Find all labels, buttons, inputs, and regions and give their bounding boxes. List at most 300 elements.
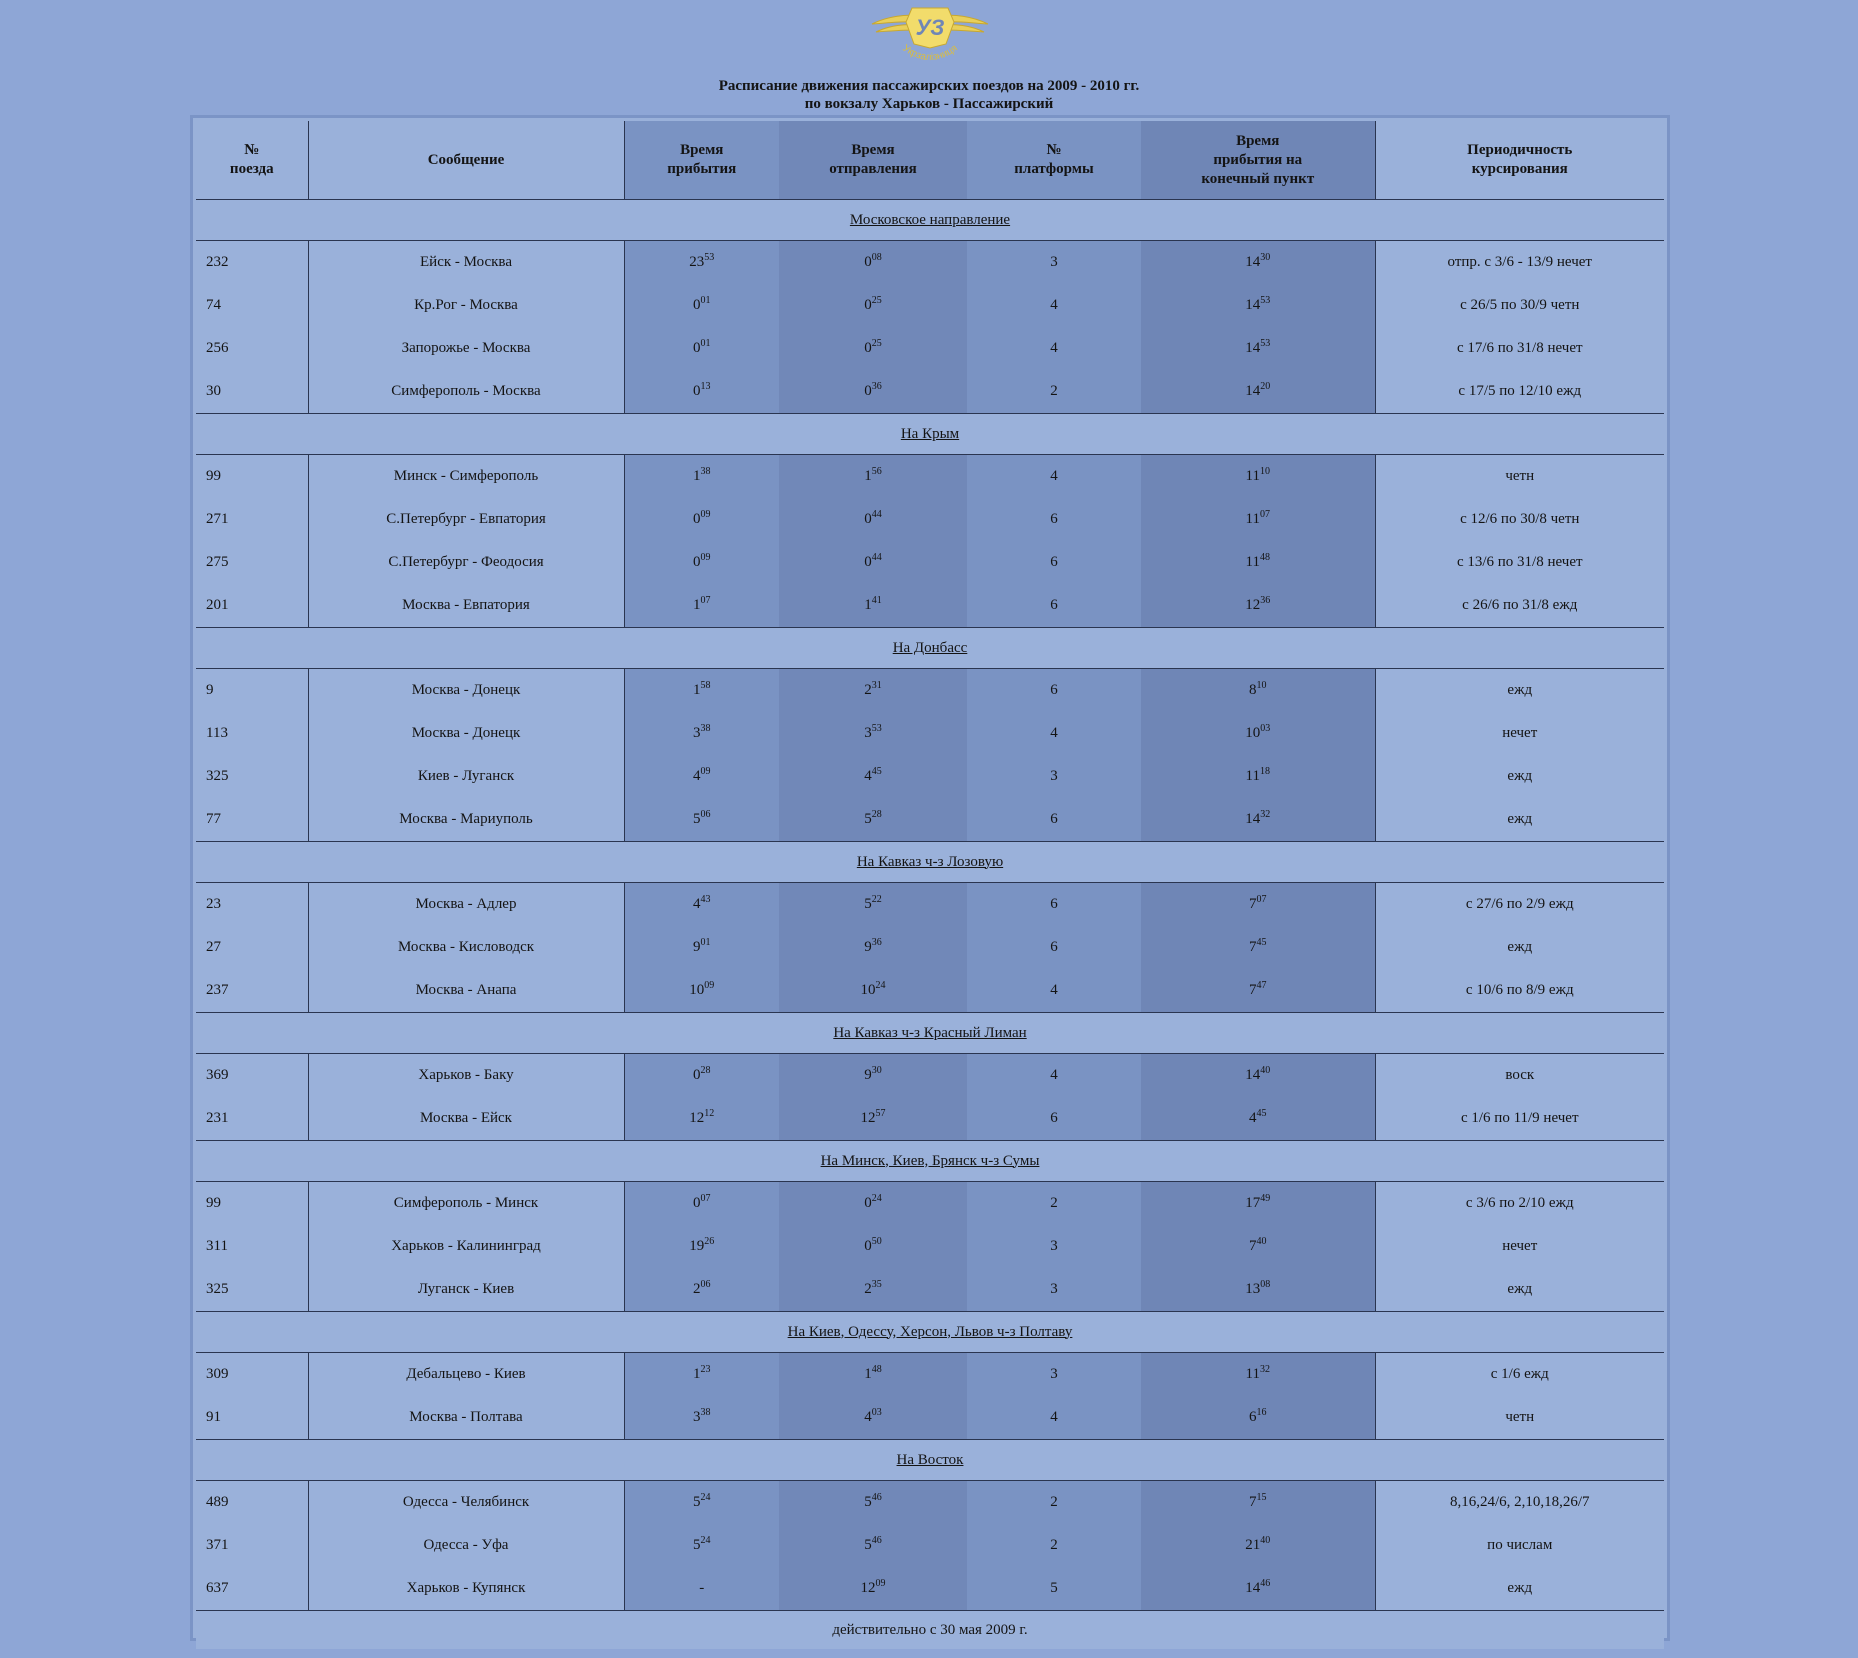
time-minutes: 40: [1256, 1236, 1267, 1247]
route-cell: Одесса - Уфа: [308, 1524, 624, 1567]
time-minutes: 01: [700, 295, 711, 306]
time-hours: 0: [864, 1238, 872, 1254]
route-cell: Луганск - Киев: [308, 1268, 624, 1312]
departure-time-cell: [779, 1097, 967, 1141]
train-row: [196, 498, 1664, 541]
train-number-cell: 271: [196, 498, 308, 541]
time-hours: 10: [860, 982, 876, 998]
train-row: [196, 541, 1664, 584]
time-hours: 0: [693, 383, 701, 399]
section-header-row: [196, 1141, 1664, 1182]
uz-logo: [868, 2, 992, 76]
time-minutes: 45: [871, 766, 882, 777]
route-cell: Симферополь - Москва: [308, 370, 624, 414]
platform-cell: 6: [967, 541, 1141, 584]
time-hours: 0: [693, 1067, 701, 1083]
train-row: [196, 1353, 1664, 1397]
time-hours: 1: [864, 468, 872, 484]
departure-time-cell: [779, 498, 967, 541]
platform-cell: 2: [967, 1524, 1141, 1567]
departure-time-cell: [779, 284, 967, 327]
train-row: [196, 1481, 1664, 1525]
time-minutes: 32: [1259, 1364, 1270, 1375]
time-minutes: 32: [1260, 809, 1271, 820]
platform-cell: 2: [967, 370, 1141, 414]
final-arrival-cell: [1141, 712, 1375, 755]
time-hours: 5: [693, 1494, 701, 1510]
time-minutes: 48: [1259, 552, 1270, 563]
train-number-cell: 369: [196, 1054, 308, 1098]
time-minutes: 09: [700, 509, 711, 520]
time-hours: 13: [1245, 1281, 1261, 1297]
time-hours: 12: [860, 1110, 876, 1126]
train-number-cell: 232: [196, 241, 308, 285]
route-cell: Минск - Симферополь: [308, 455, 624, 499]
time-hours: 0: [864, 297, 872, 313]
schedule-table: [196, 121, 1664, 1649]
time-hours: 12: [689, 1110, 705, 1126]
time-minutes: 15: [1256, 1492, 1267, 1503]
time-minutes: 07: [700, 595, 711, 606]
time-minutes: 10: [1259, 466, 1270, 477]
time-minutes: 38: [700, 466, 711, 477]
arrival-time-cell: [624, 1182, 779, 1226]
departure-time-cell: [779, 1524, 967, 1567]
train-number-cell: 113: [196, 712, 308, 755]
train-row: [196, 241, 1664, 285]
train-number-cell: 311: [196, 1225, 308, 1268]
time-minutes: 01: [700, 338, 711, 349]
time-minutes: 40: [1260, 1535, 1271, 1546]
train-row: [196, 1268, 1664, 1312]
route-cell: Дебальцево - Киев: [308, 1353, 624, 1397]
periodicity-cell: ежд: [1375, 755, 1664, 798]
section-header: [196, 1440, 1664, 1481]
time-hours: 14: [1245, 383, 1261, 399]
platform-cell: 6: [967, 1097, 1141, 1141]
platform-cell: 4: [967, 327, 1141, 370]
time-hours: 11: [1245, 554, 1260, 570]
header-text: Время: [851, 142, 895, 158]
periodicity-cell: с 1/6 ежд: [1375, 1353, 1664, 1397]
departure-time-cell: [779, 755, 967, 798]
section-header-row: [196, 200, 1664, 241]
train-row: [196, 584, 1664, 628]
section-header-row: [196, 1013, 1664, 1054]
route-cell: Кр.Рог - Москва: [308, 284, 624, 327]
time-hours: 12: [860, 1580, 876, 1596]
periodicity-cell: с 1/6 по 11/9 нечет: [1375, 1097, 1664, 1141]
periodicity-cell: нечет: [1375, 712, 1664, 755]
final-arrival-cell: [1141, 1225, 1375, 1268]
time-hours: 14: [1245, 1067, 1261, 1083]
arrival-time-cell: [624, 969, 779, 1013]
final-arrival-cell: [1141, 1481, 1375, 1525]
time-minutes: 10: [1256, 680, 1267, 691]
time-hours: 11: [1245, 468, 1260, 484]
time-hours: 7: [1249, 1494, 1257, 1510]
header-route: [308, 121, 624, 200]
departure-time-cell: [779, 712, 967, 755]
header-text: прибытия на: [1213, 151, 1303, 168]
platform-cell: 2: [967, 1481, 1141, 1525]
section-header-row: [196, 842, 1664, 883]
train-number-cell: 9: [196, 669, 308, 713]
time-hours: 14: [1245, 340, 1261, 356]
final-arrival-cell: [1141, 541, 1375, 584]
time-minutes: 48: [871, 1364, 882, 1375]
header-text: Сообщение: [427, 151, 505, 168]
time-hours: 11: [1245, 1366, 1260, 1382]
time-hours: 4: [693, 768, 701, 784]
time-hours: 0: [693, 554, 701, 570]
time-hours: 10: [1245, 725, 1261, 741]
time-hours: 2: [864, 682, 872, 698]
time-minutes: 03: [1260, 723, 1271, 734]
train-row: [196, 798, 1664, 842]
periodicity-cell: с 3/6 по 2/10 ежд: [1375, 1182, 1664, 1226]
arrival-time-cell: [624, 1268, 779, 1312]
time-minutes: 07: [1256, 894, 1267, 905]
time-minutes: 47: [1256, 980, 1267, 991]
time-minutes: 20: [1260, 381, 1271, 392]
platform-cell: 4: [967, 969, 1141, 1013]
time-minutes: 25: [871, 295, 882, 306]
time-hours: 5: [864, 811, 872, 827]
time-hours: 2: [693, 1281, 701, 1297]
header-text: Время: [680, 142, 724, 158]
time-minutes: 28: [700, 1065, 711, 1076]
header-text: отправления: [829, 161, 917, 177]
final-arrival-cell: [1141, 798, 1375, 842]
section-title: На Кавказ ч-з Лозовую: [856, 853, 1004, 870]
header-text: №: [244, 142, 260, 158]
time-minutes: 56: [871, 466, 882, 477]
time-hours: 4: [864, 768, 872, 784]
train-row: [196, 883, 1664, 927]
time-minutes: 36: [871, 937, 882, 948]
header-arrival-time: [624, 121, 779, 200]
route-cell: Москва - Анапа: [308, 969, 624, 1013]
route-cell: Москва - Кисловодск: [308, 926, 624, 969]
platform-cell: 3: [967, 1353, 1141, 1397]
periodicity-cell: с 12/6 по 30/8 четн: [1375, 498, 1664, 541]
time-hours: 4: [1249, 1110, 1257, 1126]
section-title: На Донбасс: [892, 639, 968, 656]
train-row: [196, 327, 1664, 370]
arrival-time-cell: [624, 1567, 779, 1611]
train-number-cell: 237: [196, 969, 308, 1013]
periodicity-cell: отпр. с 3/6 - 13/9 нечет: [1375, 241, 1664, 285]
arrival-time-cell: [624, 883, 779, 927]
route-cell: Харьков - Баку: [308, 1054, 624, 1098]
platform-cell: 3: [967, 1268, 1141, 1312]
periodicity-cell: с 13/6 по 31/8 нечет: [1375, 541, 1664, 584]
time-minutes: 46: [1260, 1578, 1271, 1589]
train-number-cell: 99: [196, 455, 308, 499]
time-hours: 14: [1245, 811, 1261, 827]
platform-cell: 6: [967, 669, 1141, 713]
time-hours: 7: [1249, 896, 1257, 912]
route-cell: Москва - Донецк: [308, 712, 624, 755]
time-hours: 7: [1249, 939, 1257, 955]
departure-time-cell: [779, 584, 967, 628]
final-arrival-cell: [1141, 1353, 1375, 1397]
time-hours: 17: [1245, 1195, 1261, 1211]
final-arrival-cell: [1141, 883, 1375, 927]
route-cell: Одесса - Челябинск: [308, 1481, 624, 1525]
final-arrival-cell: [1141, 1524, 1375, 1567]
header-train-number: [196, 121, 308, 200]
route-cell: Москва - Ейск: [308, 1097, 624, 1141]
time-minutes: 38: [700, 723, 711, 734]
time-hours: 23: [689, 254, 705, 270]
train-number-cell: 23: [196, 883, 308, 927]
periodicity-cell: по числам: [1375, 1524, 1664, 1567]
logo-mark: УЗ: [915, 15, 945, 40]
section-header: [196, 200, 1664, 241]
periodicity-cell: воск: [1375, 1054, 1664, 1098]
logo-caption: Укрзалізниця: [900, 42, 960, 64]
train-number-cell: 201: [196, 584, 308, 628]
train-number-cell: 99: [196, 1182, 308, 1226]
time-minutes: 13: [700, 381, 711, 392]
header-text: поезда: [229, 161, 274, 177]
time-minutes: 53: [1260, 338, 1271, 349]
periodicity-cell: с 17/6 по 31/8 нечет: [1375, 327, 1664, 370]
time-hours: 14: [1245, 297, 1261, 313]
section-header: [196, 1141, 1664, 1182]
time-minutes: 07: [700, 1193, 711, 1204]
train-number-cell: 91: [196, 1396, 308, 1440]
platform-cell: 6: [967, 883, 1141, 927]
train-row: [196, 969, 1664, 1013]
final-arrival-cell: [1141, 370, 1375, 414]
header-text: Время: [1236, 132, 1280, 149]
final-arrival-cell: [1141, 241, 1375, 285]
time-minutes: 26: [704, 1236, 715, 1247]
route-cell: Харьков - Купянск: [308, 1567, 624, 1611]
time-hours: -: [699, 1580, 705, 1596]
time-minutes: 28: [871, 809, 882, 820]
final-arrival-cell: [1141, 926, 1375, 969]
platform-cell: 4: [967, 712, 1141, 755]
departure-time-cell: [779, 541, 967, 584]
time-hours: 8: [1249, 682, 1257, 698]
section-header-row: [196, 1440, 1664, 1481]
arrival-time-cell: [624, 1097, 779, 1141]
train-row: [196, 926, 1664, 969]
time-hours: 3: [693, 1409, 701, 1425]
section-title: На Кавказ ч-з Красный Лиман: [833, 1024, 1027, 1041]
time-minutes: 18: [1259, 766, 1270, 777]
departure-time-cell: [779, 327, 967, 370]
departure-time-cell: [779, 1396, 967, 1440]
platform-cell: 3: [967, 755, 1141, 798]
section-header-row: [196, 1312, 1664, 1353]
header-final-arrival: [1141, 121, 1375, 200]
time-hours: 0: [864, 383, 872, 399]
final-arrival-cell: [1141, 284, 1375, 327]
departure-time-cell: [779, 669, 967, 713]
section-title: На Минск, Киев, Брянск ч-з Сумы: [820, 1152, 1040, 1169]
time-minutes: 30: [871, 1065, 882, 1076]
time-hours: 0: [864, 254, 872, 270]
time-minutes: 36: [1260, 595, 1271, 606]
periodicity-cell: с 10/6 по 8/9 ежд: [1375, 969, 1664, 1013]
train-number-cell: 256: [196, 327, 308, 370]
time-hours: 0: [864, 340, 872, 356]
time-hours: 21: [1245, 1537, 1261, 1553]
periodicity-cell: четн: [1375, 455, 1664, 499]
train-row: [196, 1396, 1664, 1440]
final-arrival-cell: [1141, 669, 1375, 713]
train-number-cell: 309: [196, 1353, 308, 1397]
arrival-time-cell: [624, 284, 779, 327]
time-hours: 5: [864, 1537, 872, 1553]
arrival-time-cell: [624, 498, 779, 541]
time-minutes: 41: [871, 595, 882, 606]
time-hours: 0: [693, 511, 701, 527]
time-hours: 2: [864, 1281, 872, 1297]
time-minutes: 53: [1260, 295, 1271, 306]
time-hours: 11: [1245, 511, 1260, 527]
route-cell: Киев - Луганск: [308, 755, 624, 798]
time-hours: 1: [693, 468, 701, 484]
time-hours: 14: [1245, 1580, 1261, 1596]
time-minutes: 40: [1260, 1065, 1271, 1076]
time-minutes: 24: [875, 980, 886, 991]
final-arrival-cell: [1141, 584, 1375, 628]
time-hours: 10: [689, 982, 705, 998]
route-cell: Запорожье - Москва: [308, 327, 624, 370]
train-number-cell: 30: [196, 370, 308, 414]
section-header: [196, 628, 1664, 669]
time-hours: 5: [693, 811, 701, 827]
time-minutes: 50: [871, 1236, 882, 1247]
arrival-time-cell: [624, 1524, 779, 1567]
platform-cell: 6: [967, 798, 1141, 842]
time-minutes: 44: [871, 552, 882, 563]
time-hours: 3: [864, 725, 872, 741]
train-number-cell: 77: [196, 798, 308, 842]
time-minutes: 07: [1259, 509, 1270, 520]
section-header: [196, 842, 1664, 883]
periodicity-cell: нечет: [1375, 1225, 1664, 1268]
time-minutes: 49: [1260, 1193, 1271, 1204]
time-hours: 12: [1245, 597, 1261, 613]
departure-time-cell: [779, 370, 967, 414]
header-text: курсирования: [1471, 161, 1568, 177]
periodicity-cell: с 27/6 по 2/9 ежд: [1375, 883, 1664, 927]
time-hours: 5: [693, 1537, 701, 1553]
time-hours: 5: [864, 1494, 872, 1510]
time-hours: 7: [1249, 1238, 1257, 1254]
arrival-time-cell: [624, 370, 779, 414]
route-cell: Симферополь - Минск: [308, 1182, 624, 1226]
platform-cell: 6: [967, 926, 1141, 969]
train-row: [196, 1225, 1664, 1268]
section-title: На Киев, Одессу, Херсон, Львов ч-з Полтаву: [787, 1323, 1073, 1340]
header-text: №: [1046, 142, 1062, 158]
time-hours: 4: [864, 1409, 872, 1425]
header-departure-time: [779, 121, 967, 200]
time-hours: 0: [864, 511, 872, 527]
time-minutes: 12: [704, 1108, 715, 1119]
train-number-cell: 74: [196, 284, 308, 327]
departure-time-cell: [779, 1054, 967, 1098]
time-minutes: 24: [700, 1492, 711, 1503]
platform-cell: 4: [967, 1396, 1141, 1440]
time-hours: 11: [1245, 768, 1260, 784]
section-title: На Восток: [896, 1451, 964, 1468]
section-header: [196, 1013, 1664, 1054]
arrival-time-cell: [624, 798, 779, 842]
periodicity-cell: 8,16,24/6, 2,10,18,26/7: [1375, 1481, 1664, 1525]
departure-time-cell: [779, 969, 967, 1013]
title-line-1: Расписание движения пассажирских поездов на 2009 - 2010 гг.: [718, 78, 1140, 94]
arrival-time-cell: [624, 455, 779, 499]
time-hours: 1: [693, 597, 701, 613]
time-minutes: 08: [871, 252, 882, 263]
time-minutes: 22: [871, 894, 882, 905]
time-hours: 19: [689, 1238, 705, 1254]
train-row: [196, 1567, 1664, 1611]
time-minutes: 53: [871, 723, 882, 734]
final-arrival-cell: [1141, 1182, 1375, 1226]
platform-cell: 5: [967, 1567, 1141, 1611]
train-row: [196, 712, 1664, 755]
route-cell: Харьков - Калининград: [308, 1225, 624, 1268]
route-cell: С.Петербург - Феодосия: [308, 541, 624, 584]
time-minutes: 30: [1260, 252, 1271, 263]
arrival-time-cell: [624, 1481, 779, 1525]
periodicity-cell: с 26/5 по 30/9 четн: [1375, 284, 1664, 327]
route-cell: Ейск - Москва: [308, 241, 624, 285]
time-minutes: 38: [700, 1407, 711, 1418]
section-title: Московское направление: [849, 211, 1011, 228]
final-arrival-cell: [1141, 1054, 1375, 1098]
header-row: [196, 121, 1664, 200]
platform-cell: 4: [967, 284, 1141, 327]
time-minutes: 31: [871, 680, 882, 691]
platform-cell: 2: [967, 1182, 1141, 1226]
time-minutes: 46: [871, 1535, 882, 1546]
final-arrival-cell: [1141, 969, 1375, 1013]
time-minutes: 03: [871, 1407, 882, 1418]
train-row: [196, 669, 1664, 713]
header-text: Периодичность: [1467, 142, 1573, 158]
departure-time-cell: [779, 883, 967, 927]
final-arrival-cell: [1141, 498, 1375, 541]
train-row: [196, 1054, 1664, 1098]
time-minutes: 24: [700, 1535, 711, 1546]
departure-time-cell: [779, 1268, 967, 1312]
arrival-time-cell: [624, 669, 779, 713]
departure-time-cell: [779, 1182, 967, 1226]
train-row: [196, 1524, 1664, 1567]
time-hours: 5: [864, 896, 872, 912]
platform-cell: 4: [967, 455, 1141, 499]
train-number-cell: 275: [196, 541, 308, 584]
final-arrival-cell: [1141, 327, 1375, 370]
periodicity-cell: ежд: [1375, 1567, 1664, 1611]
time-hours: 6: [1249, 1409, 1257, 1425]
arrival-time-cell: [624, 1396, 779, 1440]
platform-cell: 4: [967, 1054, 1141, 1098]
train-number-cell: 325: [196, 1268, 308, 1312]
time-hours: 3: [693, 725, 701, 741]
